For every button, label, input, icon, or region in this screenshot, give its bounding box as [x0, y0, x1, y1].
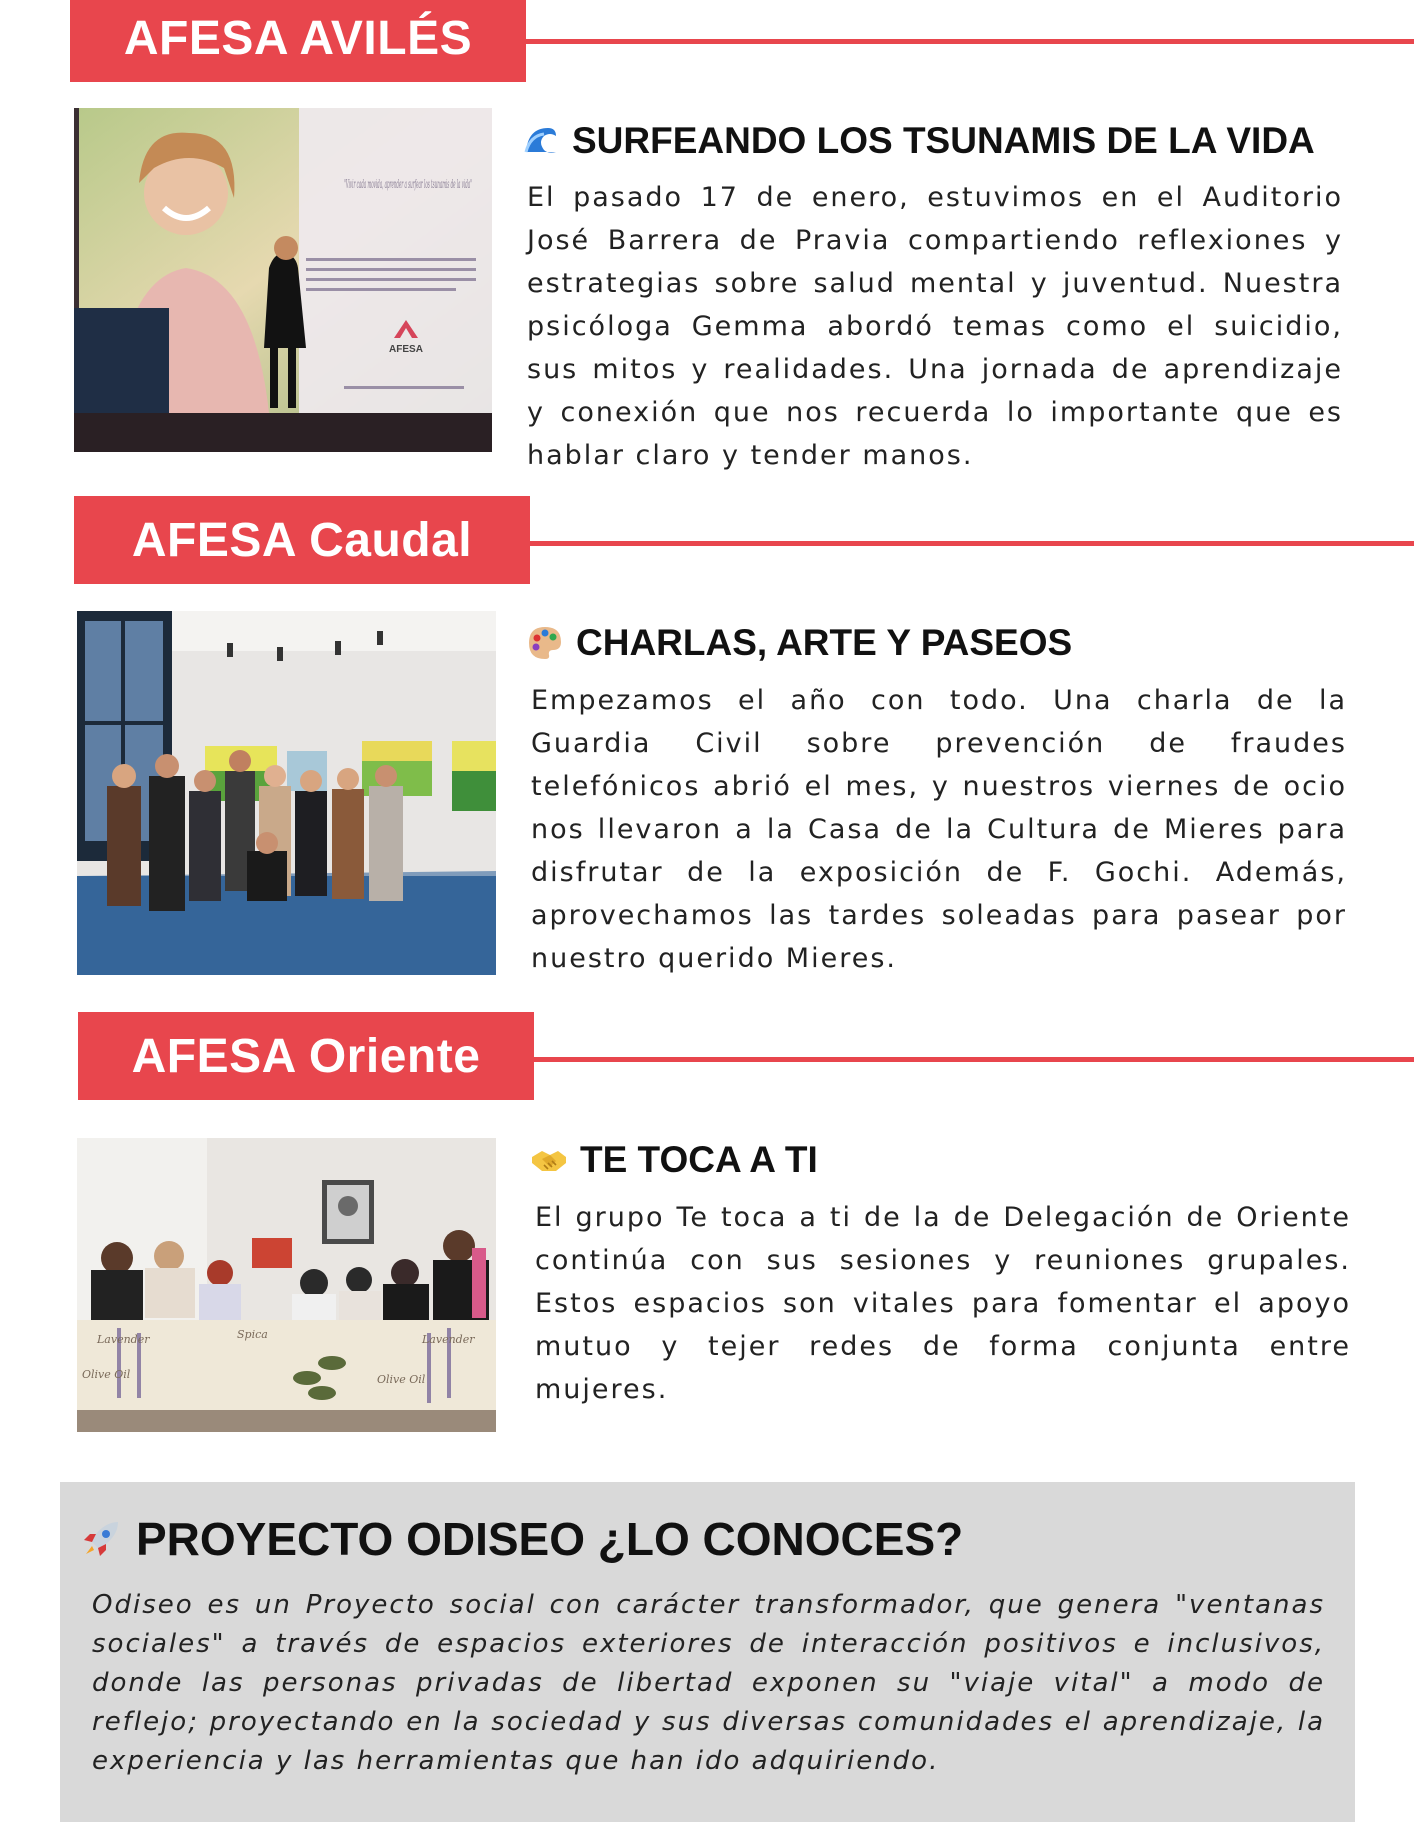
article-title-text: TE TOCA A TI [580, 1139, 818, 1180]
tablecloth-word: Spica [237, 1328, 268, 1341]
photo-women-group [77, 1138, 496, 1432]
section-label-caudal: AFESA Caudal [74, 496, 530, 584]
photo-auditorium-talk [74, 108, 492, 452]
article-body-oriente: El grupo Te toca a ti de la de Delegación de Oriente continúa con sus sesiones y reuniones grupales. Estos espacios son vitales para fomentar el apoyo mutuo y tejer redes de forma conjunta entre mujeres. [535, 1202, 1351, 1405]
article-title-text: SURFEANDO LOS TSUNAMIS DE LA VIDA [572, 120, 1315, 161]
section-label-aviles: AFESA AVILÉS [70, 0, 526, 82]
article-title-oriente [530, 1139, 818, 1181]
slide-logo: AFESA [389, 344, 423, 355]
rocket-icon [78, 1516, 124, 1562]
tablecloth-word: Lavender [422, 1333, 475, 1346]
section-divider-aviles [526, 39, 1414, 44]
article-body-aviles: El pasado 17 de enero, estuvimos en el Auditorio José Barrera de Pravia compartiendo reflexiones y estrategias sobre salud mental y juventud. Nuestra psicóloga Gemma abordó temas como el suicidio, sus mitos y realidades. Una jornada de aprendizaje y conexión que nos recuerda lo importante que es hablar claro y tender manos. [527, 182, 1343, 471]
tablecloth-word: Lavender [97, 1333, 150, 1346]
article-title-caudal [526, 622, 1072, 664]
photo-group-exhibition [77, 611, 496, 975]
article-body-caudal: Empezamos el año con todo. Una charla de la Guardia Civil sobre prevención de fraudes telefónicos abrió el mes, y nuestros viernes de ocio nos llevaron a la Casa de la Cultura de Mieres para disfrutar de la exposición de F. Gochi. Además, aprovechamos las tardes soleadas para pasear por nuestro querido Mieres. [531, 685, 1347, 974]
callout-title [78, 1512, 963, 1566]
section-label-oriente: AFESA Oriente [78, 1012, 534, 1100]
handshake-icon [530, 1141, 568, 1179]
callout-title-text: PROYECTO ODISEO ¿LO CONOCES? [136, 1513, 964, 1565]
tablecloth-word: Olive Oil [377, 1373, 426, 1386]
tablecloth-word: Olive Oil [82, 1368, 131, 1381]
section-divider-caudal [530, 541, 1414, 546]
callout-body: Odiseo es un Proyecto social con carácter transformador, que genera "ventanas sociales" a través de espacios exteriores de interacción positivos e inclusivos, donde las personas privadas de libertad exponen su "viaje vital" a modo de reflejo; proyectando en la sociedad y sus diversas comunidades el aprendizaje, la experiencia y las herramientas que han ido adquiriendo. [92, 1590, 1325, 1776]
article-title-text: CHARLAS, ARTE Y PASEOS [576, 622, 1073, 663]
article-title-aviles [522, 120, 1315, 162]
slide-quote: "Vivir cada movida, aprender a surfear los tsunamis de la vida" [344, 177, 472, 191]
section-divider-oriente [534, 1057, 1414, 1062]
wave-icon [522, 122, 560, 160]
palette-icon [526, 624, 564, 662]
